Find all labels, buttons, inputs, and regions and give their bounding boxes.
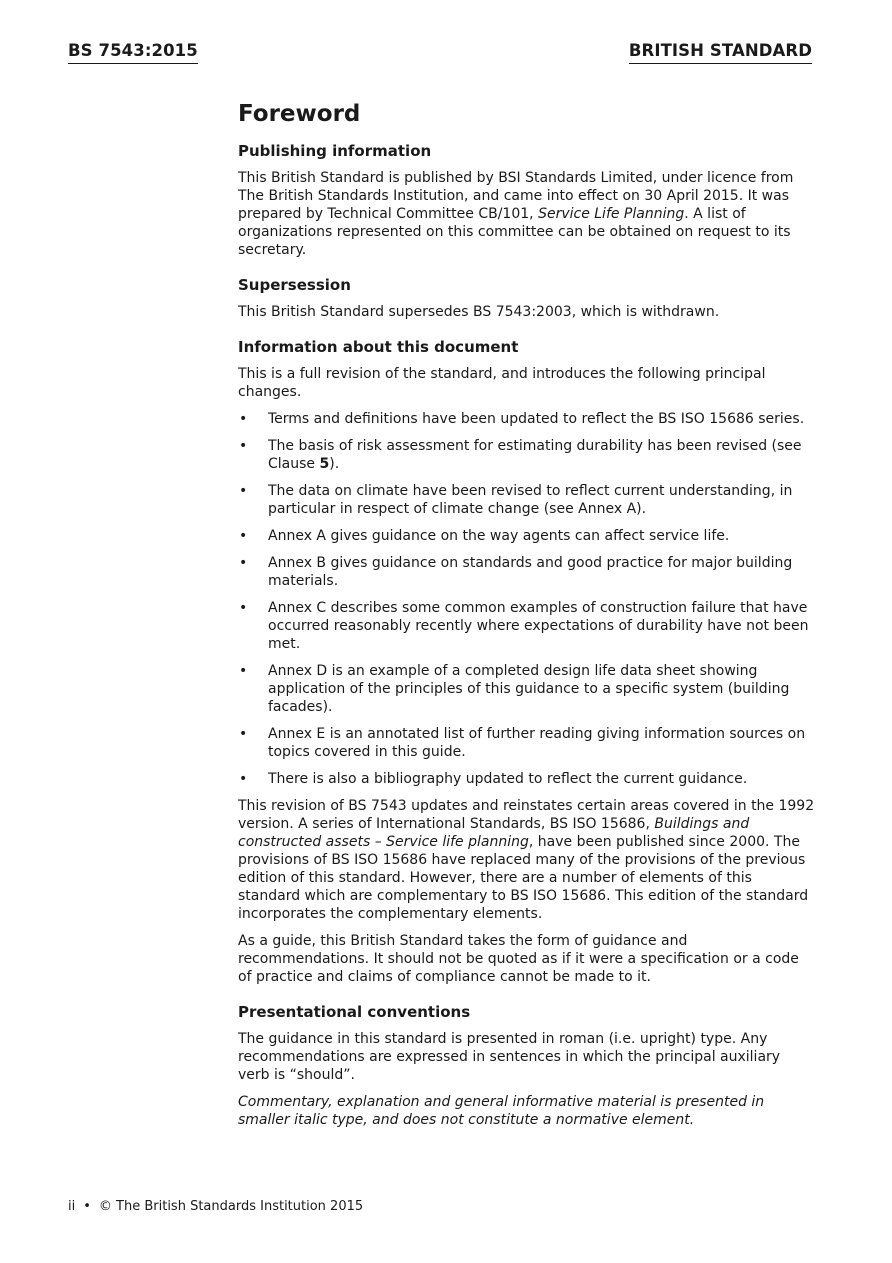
- series-title: Buildings and constructed assets – Service life planning: [238, 816, 750, 850]
- standard-number: BS 7543:2015: [68, 41, 198, 64]
- publishing-section: [238, 142, 816, 259]
- clause-reference: 5: [319, 456, 330, 472]
- main-content: [238, 96, 816, 1138]
- list-item-text: Annex A gives guidance on the way agents can affect service life.: [268, 528, 730, 544]
- supersession-text: This British Standard supersedes BS 7543:2003, which is withdrawn.: [238, 304, 720, 320]
- list-item-text: The data on climate have been revised to reflect current understanding, in particular in respect of climate change (see Annex A).: [268, 483, 793, 517]
- information-intro: This is a full revision of the standard, and introduces the following principal changes.: [238, 366, 766, 400]
- running-header-left: [68, 41, 198, 64]
- list-item-text: There is also a bibliography updated to reflect the current guidance.: [268, 771, 748, 787]
- publishing-text: [238, 169, 816, 259]
- bullet-icon: •: [239, 411, 248, 427]
- revision-text-part: This revision of BS 7543 updates and reinstates certain areas covered in the 1992 version. A series of International Standards, BS ISO 15686,: [238, 798, 815, 832]
- list-item-text: The basis of risk assessment for estimating durability has been revised (see Clause: [268, 438, 802, 472]
- supersession-section: [238, 276, 816, 321]
- list-item: [238, 527, 816, 545]
- list-item-text-end: ).: [329, 456, 340, 472]
- guide-paragraph: As a guide, this British Standard takes the form of guidance and recommendations. It should not be quoted as if it were a specification or a code of practice and claims of compliance cannot be made to it.: [238, 933, 799, 985]
- list-item: [238, 725, 816, 761]
- publishing-text-part: This British Standard is published by BSI Standards Limited, under licence from The British Standards Institution, and came into effect on 30 April 2015. It was prepared by Technical Committee CB/101,: [238, 170, 794, 222]
- conventions-text: The guidance in this standard is presented in roman (i.e. upright) type. Any recommendations are expressed in sentences in which the principal auxiliary verb is “should”.: [238, 1031, 781, 1083]
- standard-type: BRITISH STANDARD: [629, 41, 812, 64]
- information-section: [238, 338, 816, 986]
- committee-name: Service Life Planning: [538, 206, 685, 222]
- list-item: [238, 662, 816, 716]
- footer-bullet-icon: •: [83, 1199, 91, 1214]
- changes-list: [238, 410, 816, 788]
- publishing-text-part: . A list of organizations represented on this committee can be obtained on request to its secretary.: [238, 206, 791, 258]
- bullet-icon: •: [239, 555, 248, 571]
- bullet-icon: •: [239, 663, 248, 679]
- bullet-icon: •: [239, 438, 248, 454]
- list-item-text: Annex C describes some common examples of construction failure that have occurred reasonably recently where expectations of durability have not been met.: [268, 600, 809, 652]
- copyright-notice: © The British Standards Institution 2015: [98, 1199, 364, 1214]
- conventions-section: [238, 1003, 816, 1129]
- list-item: [238, 554, 816, 590]
- bullet-icon: •: [239, 483, 248, 499]
- list-item: [238, 482, 816, 518]
- bullet-icon: •: [239, 726, 248, 742]
- bullet-icon: •: [239, 771, 248, 787]
- revision-paragraph: [238, 797, 816, 923]
- list-item: [238, 437, 816, 473]
- page-title: Foreword: [238, 101, 361, 127]
- page-number: ii: [68, 1199, 76, 1214]
- conventions-heading: Presentational conventions: [238, 1003, 471, 1021]
- list-item-text: Annex D is an example of a completed design life data sheet showing application of the principles of this guidance to a specific system (building facades).: [268, 663, 790, 715]
- bullet-icon: •: [239, 600, 248, 616]
- list-item-text: Annex E is an annotated list of further reading giving information sources on topics covered in this guide.: [268, 726, 806, 760]
- commentary-italic: Commentary, explanation and general informative material is presented in smaller italic type, and does not constitute a normative element.: [238, 1094, 765, 1128]
- page-footer: [68, 1199, 363, 1214]
- list-item: [238, 770, 816, 788]
- commentary-text: [238, 1093, 816, 1129]
- information-heading: Information about this document: [238, 338, 519, 356]
- publishing-heading: Publishing information: [238, 142, 432, 160]
- list-item: [238, 599, 816, 653]
- running-header-right: [629, 41, 812, 64]
- list-item-text: Annex B gives guidance on standards and good practice for major building materials.: [268, 555, 793, 589]
- bullet-icon: •: [239, 528, 248, 544]
- revision-text-part: , have been published since 2000. The provisions of BS ISO 15686 have replaced many of the provisions of the previous edition of this standard. However, there are a number of elements of this standard which are complementary to BS ISO 15686. This edition of the standard incorporates the complementary elements.: [238, 834, 809, 922]
- supersession-heading: Supersession: [238, 276, 351, 294]
- list-item-text: Terms and definitions have been updated to reflect the BS ISO 15686 series.: [268, 411, 805, 427]
- list-item: [238, 410, 816, 428]
